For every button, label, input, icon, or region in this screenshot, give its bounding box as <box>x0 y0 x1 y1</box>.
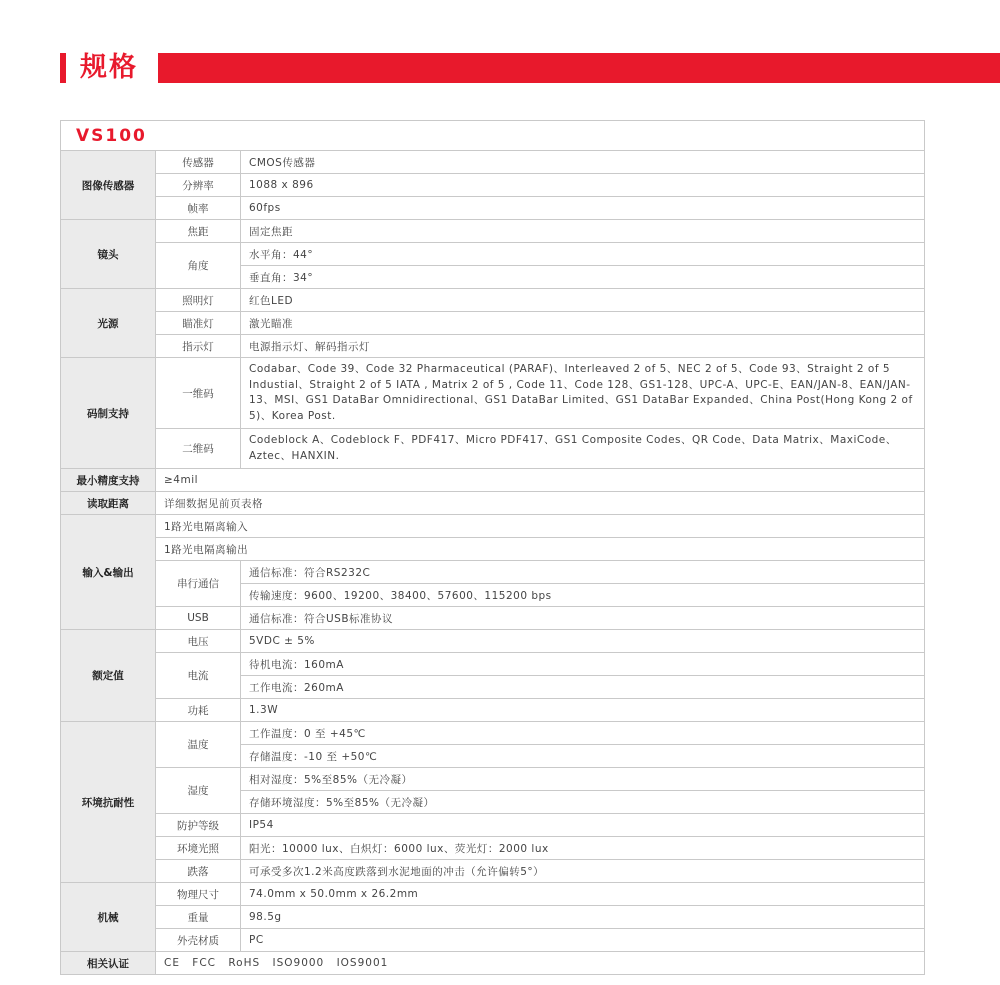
row-label: 角度 <box>156 243 241 289</box>
row-label: 环境光照 <box>156 837 241 860</box>
row-value: 红色LED <box>241 289 925 312</box>
table-row <box>61 607 925 630</box>
row-label: 跌落 <box>156 860 241 883</box>
row-label: 防护等级 <box>156 814 241 837</box>
row-value: PC <box>241 929 925 952</box>
table-row <box>61 630 925 653</box>
row-value: 74.0mm x 50.0mm x 26.2mm <box>241 883 925 906</box>
row-label: 外壳材质 <box>156 929 241 952</box>
row-value: 1路光电隔离输入 <box>156 515 925 538</box>
table-row <box>61 906 925 929</box>
category-environment: 环境抗耐性 <box>61 722 156 883</box>
table-row <box>61 837 925 860</box>
row-value: 1路光电隔离输出 <box>156 538 925 561</box>
page-title: 规格 <box>80 52 138 83</box>
row-label: 二维码 <box>156 429 241 469</box>
table-row <box>61 358 925 429</box>
row-value: 1088 x 896 <box>241 174 925 197</box>
row-label: 物理尺寸 <box>156 883 241 906</box>
row-value: 待机电流：160mA <box>241 653 925 676</box>
row-label: 串行通信 <box>156 561 241 607</box>
row-label: 一维码 <box>156 358 241 429</box>
model-row <box>61 121 925 151</box>
row-label: 瞄准灯 <box>156 312 241 335</box>
table-row <box>61 722 925 745</box>
row-value: CMOS传感器 <box>241 151 925 174</box>
row-value: 相对湿度：5%至85%（无冷凝） <box>241 768 925 791</box>
table-row <box>61 174 925 197</box>
row-label: USB <box>156 607 241 630</box>
row-label: 重量 <box>156 906 241 929</box>
header-banner-bar <box>158 53 1000 83</box>
spec-table <box>60 120 925 975</box>
row-value: 通信标准：符合RS232C <box>241 561 925 584</box>
table-row <box>61 860 925 883</box>
row-value: 阳光：10000 lux、白炽灯：6000 lux、荧光灯：2000 lux <box>241 837 925 860</box>
table-row <box>61 312 925 335</box>
row-label: 焦距 <box>156 220 241 243</box>
category-codes: 码制支持 <box>61 358 156 469</box>
row-value: 详细数据见前页表格 <box>156 492 925 515</box>
table-row <box>61 952 925 975</box>
row-value: 传输速度：9600、19200、38400、57600、115200 bps <box>241 584 925 607</box>
row-value: 98.5g <box>241 906 925 929</box>
row-value: Codeblock A、Codeblock F、PDF417、Micro PDF417、GS1 Composite Codes、QR Code、Data Matrix、MaxiCode、Aztec、HANXIN. <box>241 429 925 469</box>
category-mechanical: 机械 <box>61 883 156 952</box>
row-value: 固定焦距 <box>241 220 925 243</box>
row-value: 存储温度：-10 至 +50℃ <box>241 745 925 768</box>
row-label: 温度 <box>156 722 241 768</box>
row-value: 存储环境湿度：5%至85%（无冷凝） <box>241 791 925 814</box>
row-value: 工作温度：0 至 +45℃ <box>241 722 925 745</box>
table-row <box>61 220 925 243</box>
table-row <box>61 515 925 538</box>
table-row <box>61 335 925 358</box>
table-row <box>61 151 925 174</box>
table-row <box>61 289 925 312</box>
row-label: 电压 <box>156 630 241 653</box>
row-label: 湿度 <box>156 768 241 814</box>
table-row <box>61 492 925 515</box>
row-label: 照明灯 <box>156 289 241 312</box>
table-row <box>61 814 925 837</box>
table-row <box>61 883 925 906</box>
row-value: ≥4mil <box>156 469 925 492</box>
row-value: 激光瞄准 <box>241 312 925 335</box>
row-label: 功耗 <box>156 699 241 722</box>
row-value: 5VDC ± 5% <box>241 630 925 653</box>
row-label: 电流 <box>156 653 241 699</box>
row-value: 水平角：44° <box>241 243 925 266</box>
table-row <box>61 561 925 584</box>
table-row <box>61 469 925 492</box>
row-value: CE FCC RoHS ISO9000 IOS9001 <box>156 952 925 975</box>
table-row <box>61 768 925 791</box>
row-label: 帧率 <box>156 197 241 220</box>
category-rated: 额定值 <box>61 630 156 722</box>
row-label: 传感器 <box>156 151 241 174</box>
category-io: 输入&输出 <box>61 515 156 630</box>
row-value: Codabar、Code 39、Code 32 Pharmaceutical (PARAF)、Interleaved 2 of 5、NEC 2 of 5、Code 93、Straight 2 of 5 Industial、Straight 2 of 5 IATA , Matrix 2 of 5 , Code 11、Code 128、GS1-128、UPC-A、UPC-E、EAN/JAN-8、EAN/JAN-13、MSI、GS1 DataBar Omnidirectional、GS1 DataBar Limited、GS1 DataBar Expanded、China Post(Hong Kong 2 of 5)、Korea Post. <box>241 358 925 429</box>
row-value: 可承受多次1.2米高度跌落到水泥地面的冲击（允许偏转5°） <box>241 860 925 883</box>
category-light: 光源 <box>61 289 156 358</box>
category-precision: 最小精度支持 <box>61 469 156 492</box>
row-label: 指示灯 <box>156 335 241 358</box>
row-value: IP54 <box>241 814 925 837</box>
row-label: 分辨率 <box>156 174 241 197</box>
table-row <box>61 197 925 220</box>
table-row <box>61 653 925 676</box>
category-distance: 读取距离 <box>61 492 156 515</box>
header-accent-bar <box>60 53 66 83</box>
row-value: 电源指示灯、解码指示灯 <box>241 335 925 358</box>
row-value: 通信标准：符合USB标准协议 <box>241 607 925 630</box>
table-row <box>61 699 925 722</box>
row-value: 垂直角：34° <box>241 266 925 289</box>
table-row <box>61 538 925 561</box>
model-name: VS100 <box>61 121 925 151</box>
row-value: 工作电流：260mA <box>241 676 925 699</box>
table-row <box>61 429 925 469</box>
table-row <box>61 929 925 952</box>
category-lens: 镜头 <box>61 220 156 289</box>
row-value: 1.3W <box>241 699 925 722</box>
category-image-sensor: 图像传感器 <box>61 151 156 220</box>
table-row <box>61 243 925 266</box>
row-value: 60fps <box>241 197 925 220</box>
category-certifications: 相关认证 <box>61 952 156 975</box>
